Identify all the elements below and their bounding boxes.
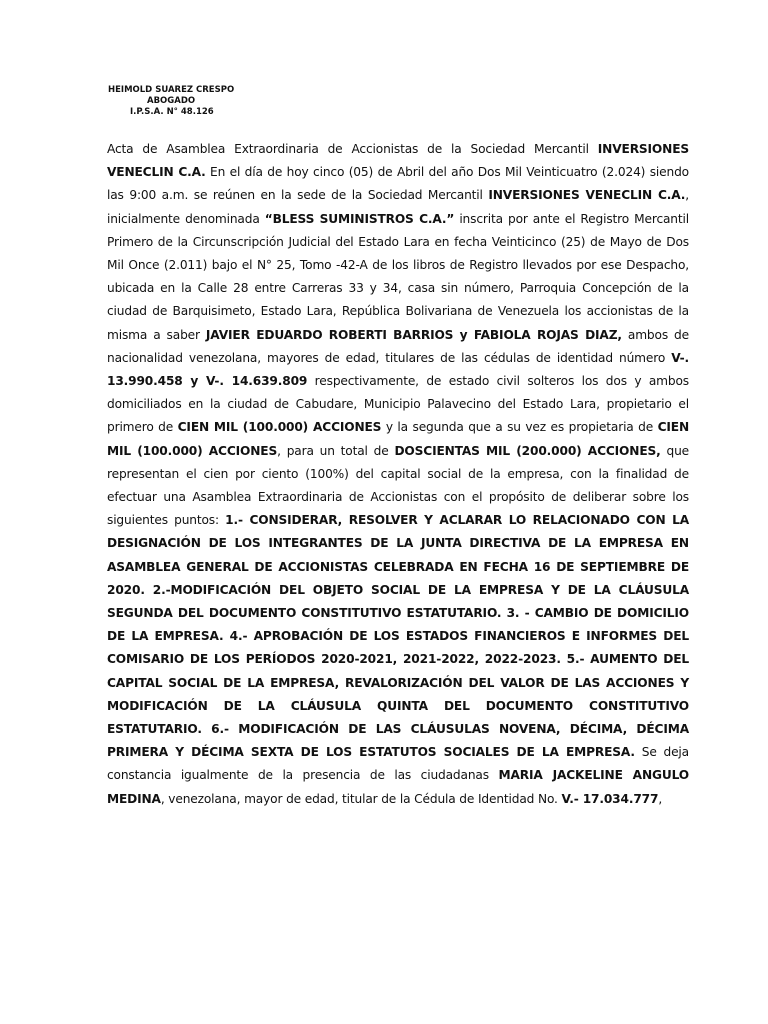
lawyer-title: ABOGADO — [147, 96, 196, 106]
text-run: Se deja constancia igualmente de la presencia de las ciudadanas — [107, 745, 689, 783]
text-run: ambos de nacionalidad venezolana, mayores de edad, titulares de las cédulas de identidad número — [107, 327, 689, 365]
text-run: , inicialmente denominada — [107, 188, 690, 226]
bold-text-run: INVERSIONES VENECLIN C.A. — [107, 142, 689, 180]
text-run: inscrita por ante el Registro Mercantil Primero de la Circunscripción Judicial del Estado Lara en fecha Veinticinco (25) de Mayo de Dos Mil Once (2.011) bajo el N° 25, Tomo -42-A de los libros de Registro llevados por ese Despacho, ubicada en la Calle 28 entre Carreras 33 y 34, casa sin número, Parroquia Concepción de la ciudad de Barquisimeto, Estado Lara, República Bolivariana de Venezuela los accionistas de la misma a saber — [107, 211, 689, 342]
text-run: , para un total de — [277, 443, 395, 458]
bold-text-run: “BLESS SUMINISTROS C.A.” — [264, 211, 455, 226]
text-run: Acta de Asamblea Extraordinaria de Accionistas de la Sociedad Mercantil — [107, 142, 598, 156]
bold-text-run: INVERSIONES VENECLIN C.A. — [488, 188, 686, 203]
text-run: En el día de hoy cinco (05) de Abril del año Dos Mil Veinticuatro (2.024) siendo las 9:00 a.m. se reúnen en la sede de la Sociedad Mercantil — [107, 165, 689, 203]
bold-text-run: CIEN MIL (100.000) ACCIONES — [177, 420, 382, 435]
bold-text-run: 1.- CONSIDERAR, RESOLVER Y ACLARAR LO RELACIONADO CON LA DESIGNACIÓN DE LOS INTEGRANTES DE LA JUNTA DIRECTIVA DE LA EMPRESA EN ASAMBLEA GENERAL DE ACCIONISTAS CELEBRADA EN FECHA 16 DE SEPTIEMBRE DE 2020. 2.-MODIFICACIÓN DEL OBJETO SOCIAL DE LA EMPRESA Y DE LA CLÁUSULA SEGUNDA DEL DOCUMENTO CONSTITUTIVO ESTATUTARIO. 3. - CAMBIO DE DOMICILIO DE LA EMPRESA. 4.- APROBACIÓN DE LOS ESTADOS FINANCIEROS E INFORMES DEL COMISARIO DE LOS PERÍODOS 2020-2021, 2021-2022, 2022-2023. 5.- AUMENTO DEL CAPITAL SOCIAL DE LA EMPRESA, REVALORIZACIÓN DEL VALOR DE LAS ACCIONES Y MODIFICACIÓN DE LA CLÁUSULA QUINTA DEL DOCUMENTO CONSTITUTIVO ESTATUTARIO. 6.- MODIFICACIÓN DE LAS CLÁUSULAS NOVENA, DÉCIMA, DÉCIMA PRIMERA Y DÉCIMA SEXTA DE LOS ESTATUTOS SOCIALES DE LA EMPRESA. — [107, 513, 689, 760]
bold-text-run: V.- 17.034.777 — [561, 791, 659, 806]
text-run: y la segunda que a su vez es propietaria de — [381, 420, 658, 435]
bold-text-run: MARIA JACKELINE ANGULO MEDINA — [107, 768, 689, 806]
bold-text-run: JAVIER EDUARDO ROBERTI BARRIOS y FABIOLA ROJAS DIAZ, — [205, 327, 622, 342]
text-run: que representan el cien por ciento (100%) del capital social de la empresa, con la finalidad de efectuar una Asamblea Extraordinaria de Accionistas con el propósito de deliberar sobre los siguientes puntos: — [107, 443, 689, 528]
lawyer-name: HEIMOLD SUAREZ CRESPO — [108, 85, 235, 95]
act-body-text — [107, 138, 689, 811]
bold-text-run: V-. 13.990.458 y V-. 14.639.809 — [107, 350, 689, 389]
text-run: respectivamente, de estado civil solteros los dos y ambos domiciliados en la ciudad de Cabudare, Municipio Palavecino del Estado Lara, propietario el primero de — [107, 374, 689, 435]
lawyer-registration: I.P.S.A. N° 48.126 — [130, 107, 214, 117]
text-run: , venezolana, mayor de edad, titular de la Cédula de Identidad No. — [160, 791, 562, 806]
bold-text-run: CIEN MIL (100.000) ACCIONES — [107, 420, 690, 458]
bold-text-run: DOSCIENTAS MIL (200.000) ACCIONES, — [394, 443, 661, 458]
text-run: , — [658, 791, 663, 806]
